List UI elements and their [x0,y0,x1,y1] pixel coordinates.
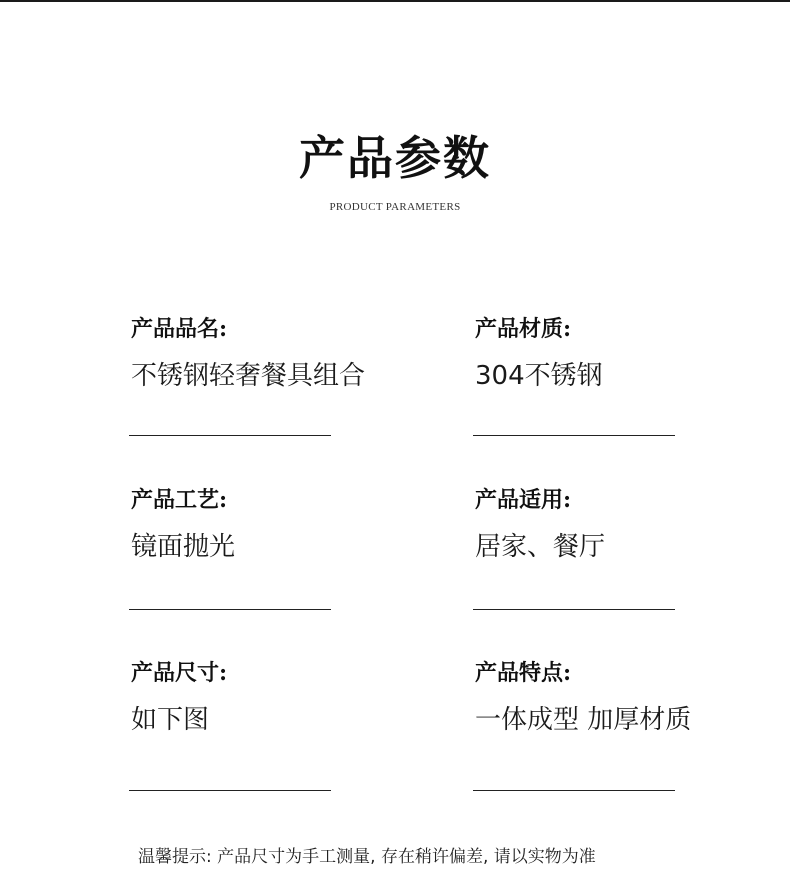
top-border-line [0,0,790,2]
divider-line [473,435,675,436]
divider-line [473,790,675,791]
param-label: 产品材质: [475,316,572,342]
param-value: 304不锈钢 [475,361,603,391]
param-value: 一体成型 加厚材质 [475,705,692,735]
param-value: 不锈钢轻奢餐具组合 [131,361,366,391]
param-label: 产品工艺: [131,487,228,513]
param-value: 镜面抛光 [131,532,236,562]
divider-line [473,609,675,610]
param-label: 产品尺寸: [131,660,228,686]
divider-line [129,790,331,791]
divider-line [129,435,331,436]
param-value: 居家、餐厅 [475,532,606,562]
page-title: 产品参数 [299,131,491,185]
divider-line [129,609,331,610]
param-label: 产品适用: [475,487,572,513]
param-label: 产品特点: [475,660,572,686]
param-value: 如下图 [131,705,210,735]
footnote-notice: 温馨提示: 产品尺寸为手工测量, 存在稍许偏差, 请以实物为准 [138,847,596,867]
param-label: 产品品名: [131,316,228,342]
page-subtitle: PRODUCT PARAMETERS [329,201,461,213]
